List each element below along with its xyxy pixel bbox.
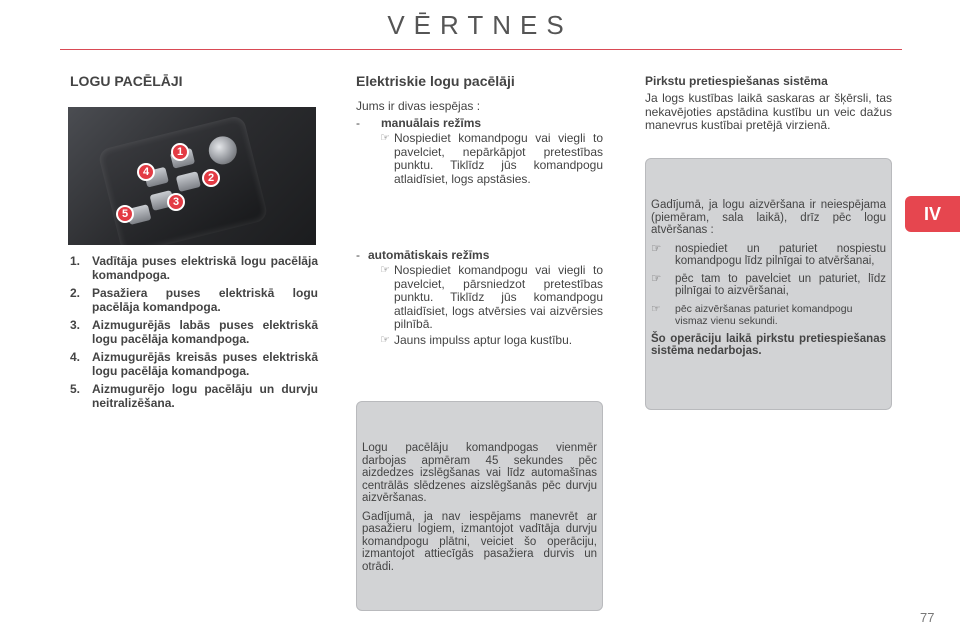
- badge-3: 3: [167, 193, 185, 211]
- section-title: LOGU PACĒLĀJI: [70, 73, 183, 89]
- list-item: ☞ pēc aizvēršanas paturiet komandpogu vismaz vienu sekundi.: [651, 302, 853, 327]
- hand-pointer-icon: ☞: [651, 302, 661, 315]
- list-item: 5. Aizmugurējo logu pacēlāju un durvju neitralizēšana.: [70, 382, 318, 410]
- window-controls-photo: [68, 107, 316, 245]
- note-paragraph: Logu pacēlāju komandpogas vienmēr darbojas apmēram 45 sekundes pēc aizdedzes izslēgšanas vai līdz automašīnas centrālās slēdzenes aizslēgšanās pēc durvju aizvēršanas.: [362, 442, 597, 504]
- list-item: ☞ nospiediet un paturiet nospiestu komandpogu līdz pilnīgai to atvēršanai,: [651, 242, 886, 267]
- list-item: 4. Aizmugurējās kreisās puses elektriskā logu pacēlāja komandpoga.: [70, 350, 318, 378]
- list-item: ☞ Nospiediet komandpogu vai viegli to pavelciet, pārsniedzot pretestības punktu. Tiklīdz jūs komandpogu atlaidīsiet, logs atvērsies vai aizvērsies pilnībā.: [380, 263, 603, 331]
- note-box: [645, 158, 892, 410]
- hand-pointer-icon: ☞: [380, 132, 390, 144]
- door-switch-panel: [97, 114, 269, 245]
- page-number: 77: [920, 610, 935, 625]
- list-item: 1. Vadītāja puses elektriskā logu pacēlāja komandpoga.: [70, 254, 318, 282]
- chapter-tab: IV: [905, 196, 960, 232]
- body-text: Ja logs kustības laikā saskaras ar šķērsli, tas nekavējoties apstādina kustību un veic dažus manevrus kustībai pretējā virzienā.: [645, 91, 892, 132]
- list-item: ☞ pēc tam to pavelciet un paturiet, līdz pilnīgai to aizvēršanai,: [651, 272, 886, 297]
- auto-mode-title: automātiskais režīms: [368, 248, 490, 262]
- list-item: 2. Pasažiera puses elektriskā logu pacēlāja komandpoga.: [70, 286, 318, 314]
- warning-text: Šo operāciju laikā pirkstu pretiespiešanas sistēma nedarbojas.: [651, 332, 886, 357]
- hand-pointer-icon: ☞: [651, 272, 662, 285]
- page-title: VĒRTNES: [387, 10, 573, 40]
- intro-text: Jums ir divas iespējas :: [356, 99, 481, 113]
- mirror-knob: [206, 133, 240, 167]
- dash-marker: -: [356, 248, 360, 262]
- switch-button: [176, 171, 201, 192]
- badge-1: 1: [171, 143, 189, 161]
- dash-marker: -: [356, 116, 360, 130]
- hand-pointer-icon: ☞: [380, 334, 390, 346]
- badge-4: 4: [137, 163, 155, 181]
- badge-2: 2: [202, 169, 220, 187]
- manual-mode-title: manuālais režīms: [381, 116, 482, 130]
- subsection-title: Elektriskie logu pacēlāji: [356, 73, 515, 89]
- list-item: ☞ Jauns impulss aptur loga kustību.: [380, 333, 573, 347]
- legend-list: [70, 255, 318, 415]
- note-paragraph: Gadījumā, ja nav iespējams manevrēt ar pasažieru logiem, izmantojot vadītāja durvju komandpogu plātni, veiciet šo operāciju, izmantojot attiecīgās pasažiera durvis un otrādi.: [362, 510, 597, 573]
- list-item: 3. Aizmugurējās labās puses elektriskā logu pacēlāja komandpoga.: [70, 318, 318, 346]
- hand-pointer-icon: ☞: [651, 242, 662, 255]
- hand-pointer-icon: ☞: [380, 264, 390, 276]
- note-paragraph: Gadījumā, ja logu aizvēršana ir neiespējama (piemēram, sala laikā), drīz pēc logu atvēršanas :: [651, 199, 886, 236]
- badge-5: 5: [116, 205, 134, 223]
- list-item: ☞ Nospiediet komandpogu vai viegli to pavelciet, nepārkāpjot pretestības punktu. Tiklīdz jūs komandpogu atlaidīsiet, logs apstāsies.: [380, 131, 603, 186]
- subsection-title: Pirkstu pretiespiešanas sistēma: [645, 74, 828, 88]
- note-box: [356, 401, 603, 611]
- header-divider: [60, 49, 902, 50]
